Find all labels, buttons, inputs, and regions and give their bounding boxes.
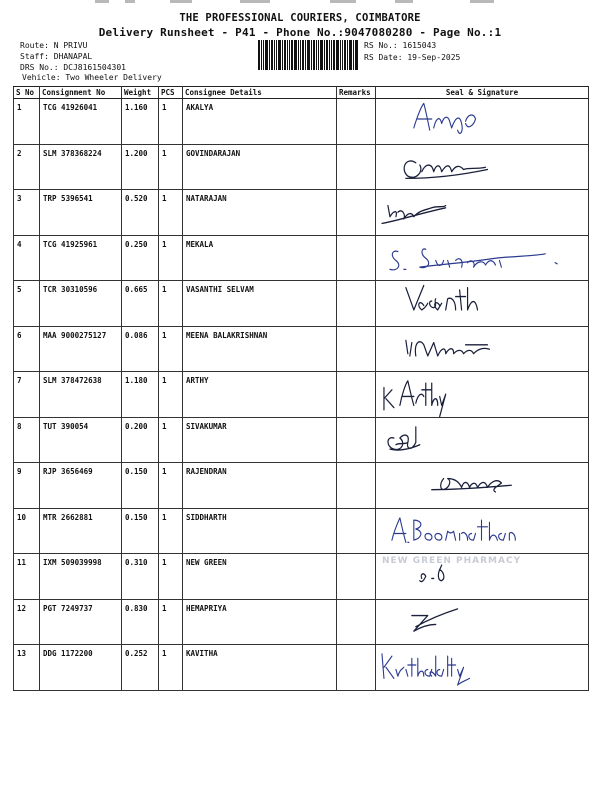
runsheet-table	[13, 86, 589, 691]
signature-cell	[376, 508, 589, 554]
signature-boominathan	[376, 509, 588, 554]
cell-weight: 0.250	[122, 235, 159, 281]
cell-weight: 0.200	[122, 417, 159, 463]
cell-consignment: MAA 9000275127	[40, 326, 122, 372]
cell-pcs: 1	[159, 645, 183, 691]
signature-meena	[376, 327, 588, 372]
signature-akalya	[376, 99, 588, 144]
cell-remarks	[337, 463, 376, 509]
cell-consignee: MEKALA	[183, 235, 337, 281]
cell-sno: 5	[14, 281, 40, 327]
cell-sno: 10	[14, 508, 40, 554]
cell-weight: 0.830	[122, 599, 159, 645]
col-seal-signature: Seal & Signature	[376, 87, 589, 99]
cell-weight: 0.310	[122, 554, 159, 600]
cell-sno: 8	[14, 417, 40, 463]
cell-remarks	[337, 190, 376, 236]
cell-pcs: 1	[159, 599, 183, 645]
runsheet-subtitle: Delivery Runsheet - P41 - Phone No.:9047080280 - Page No.:1	[98, 26, 502, 39]
table-row	[14, 235, 589, 281]
cell-consignment: DDG 1172200	[40, 645, 122, 691]
table-row	[14, 372, 589, 418]
table-row	[14, 508, 589, 554]
cell-remarks	[337, 645, 376, 691]
signature-cell	[376, 144, 589, 190]
cell-consignment: TCR 30310596	[40, 281, 122, 327]
cell-pcs: 1	[159, 99, 183, 145]
signature-nata	[376, 190, 588, 235]
cell-remarks	[337, 281, 376, 327]
signature-vasanthi	[376, 281, 588, 326]
cell-consignment: SLM 378368224	[40, 144, 122, 190]
signature-cell	[376, 463, 589, 509]
cell-pcs: 1	[159, 235, 183, 281]
cell-remarks	[337, 508, 376, 554]
cell-pcs: 1	[159, 326, 183, 372]
cell-weight: 1.200	[122, 144, 159, 190]
cell-sno: 3	[14, 190, 40, 236]
table-row	[14, 326, 589, 372]
cell-remarks	[337, 554, 376, 600]
cell-consignment: TCG 41925961	[40, 235, 122, 281]
cell-remarks	[337, 326, 376, 372]
signature-cell	[376, 554, 589, 600]
signature-hema	[376, 600, 588, 645]
cell-remarks	[337, 235, 376, 281]
barcode	[258, 40, 358, 70]
cell-consignee: MEENA BALAKRISHNAN	[183, 326, 337, 372]
signature-cell	[376, 599, 589, 645]
cell-consignee: NATARAJAN	[183, 190, 337, 236]
signature-cell	[376, 281, 589, 327]
table-row	[14, 144, 589, 190]
signature-cell	[376, 190, 589, 236]
signature-cell	[376, 645, 589, 691]
cell-consignee: KAVITHA	[183, 645, 337, 691]
cell-consignment: TRP 5396541	[40, 190, 122, 236]
cell-pcs: 1	[159, 144, 183, 190]
cell-sno: 2	[14, 144, 40, 190]
cell-consignee: RAJENDRAN	[183, 463, 337, 509]
cell-sno: 13	[14, 645, 40, 691]
signature-govinda	[376, 145, 588, 190]
cell-weight: 0.086	[122, 326, 159, 372]
cell-consignee: GOVINDARAJAN	[183, 144, 337, 190]
signature-cell	[376, 372, 589, 418]
cell-weight: 1.160	[122, 99, 159, 145]
cell-consignee: ARTHY	[183, 372, 337, 418]
signature-arthy	[376, 372, 588, 417]
cell-weight: 0.150	[122, 463, 159, 509]
cell-consignee: VASANTHI SELVAM	[183, 281, 337, 327]
route-label: Route: N PRIVU	[20, 41, 88, 50]
cell-sno: 7	[14, 372, 40, 418]
col-remarks: Remarks	[337, 87, 376, 99]
cell-consignee: NEW GREEN	[183, 554, 337, 600]
company-title: THE PROFESSIONAL COURIERS, COIMBATORE	[179, 12, 421, 24]
col-consignee: Consignee Details	[183, 87, 337, 99]
signature-cell	[376, 326, 589, 372]
cell-pcs: 1	[159, 281, 183, 327]
signature-rajend	[376, 463, 588, 508]
col-consignment: Consignment No	[40, 87, 122, 99]
cell-weight: 0.150	[122, 508, 159, 554]
table-row	[14, 417, 589, 463]
signature-cell	[376, 417, 589, 463]
signature-subramani	[376, 236, 588, 281]
cell-sno: 11	[14, 554, 40, 600]
cell-pcs: 1	[159, 554, 183, 600]
table-row	[14, 554, 589, 600]
table-row	[14, 99, 589, 145]
cell-consignment: MTR 2662881	[40, 508, 122, 554]
cell-remarks	[337, 372, 376, 418]
cell-consignment: IXM 509039998	[40, 554, 122, 600]
table-row	[14, 645, 589, 691]
signature-siva	[376, 418, 588, 463]
signature-kavitha	[376, 645, 588, 690]
table-header-row	[14, 87, 589, 99]
scan-edge-marks	[0, 0, 600, 6]
cell-pcs: 1	[159, 372, 183, 418]
col-pcs: PCS	[159, 87, 183, 99]
drs-label: DRS No.: DCJ8161504301	[20, 63, 126, 72]
cell-consignment: TCG 41926041	[40, 99, 122, 145]
cell-weight: 1.180	[122, 372, 159, 418]
vehicle-label: Vehicle: Two Wheeler Delivery	[22, 73, 162, 82]
cell-remarks	[337, 599, 376, 645]
cell-weight: 0.252	[122, 645, 159, 691]
cell-weight: 0.665	[122, 281, 159, 327]
signature-cell	[376, 235, 589, 281]
cell-sno: 6	[14, 326, 40, 372]
col-sno: S No	[14, 87, 40, 99]
cell-sno: 1	[14, 99, 40, 145]
col-weight: Weight	[122, 87, 159, 99]
cell-consignment: PGT 7249737	[40, 599, 122, 645]
rs-date: RS Date: 19-Sep-2025	[364, 53, 461, 62]
cell-remarks	[337, 417, 376, 463]
pharmacy-stamp: NEW GREEN PHARMACY	[382, 556, 522, 566]
cell-sno: 12	[14, 599, 40, 645]
staff-label: Staff: DHANAPAL	[20, 52, 93, 61]
cell-remarks	[337, 144, 376, 190]
cell-remarks	[337, 99, 376, 145]
cell-sno: 9	[14, 463, 40, 509]
cell-consignee: HEMAPRIYA	[183, 599, 337, 645]
cell-consignee: SIDDHARTH	[183, 508, 337, 554]
cell-sno: 4	[14, 235, 40, 281]
cell-pcs: 1	[159, 463, 183, 509]
signature-cell	[376, 99, 589, 145]
cell-consignment: TUT 390054	[40, 417, 122, 463]
table-row	[14, 281, 589, 327]
signature-new-green	[376, 554, 588, 599]
cell-consignment: RJP 3656469	[40, 463, 122, 509]
table-row	[14, 463, 589, 509]
cell-pcs: 1	[159, 508, 183, 554]
cell-weight: 0.520	[122, 190, 159, 236]
cell-consignment: SLM 378472638	[40, 372, 122, 418]
rs-number: RS No.: 1615043	[364, 41, 437, 50]
cell-consignee: AKALYA	[183, 99, 337, 145]
cell-pcs: 1	[159, 417, 183, 463]
cell-consignee: SIVAKUMAR	[183, 417, 337, 463]
cell-pcs: 1	[159, 190, 183, 236]
table-row	[14, 599, 589, 645]
table-row	[14, 190, 589, 236]
